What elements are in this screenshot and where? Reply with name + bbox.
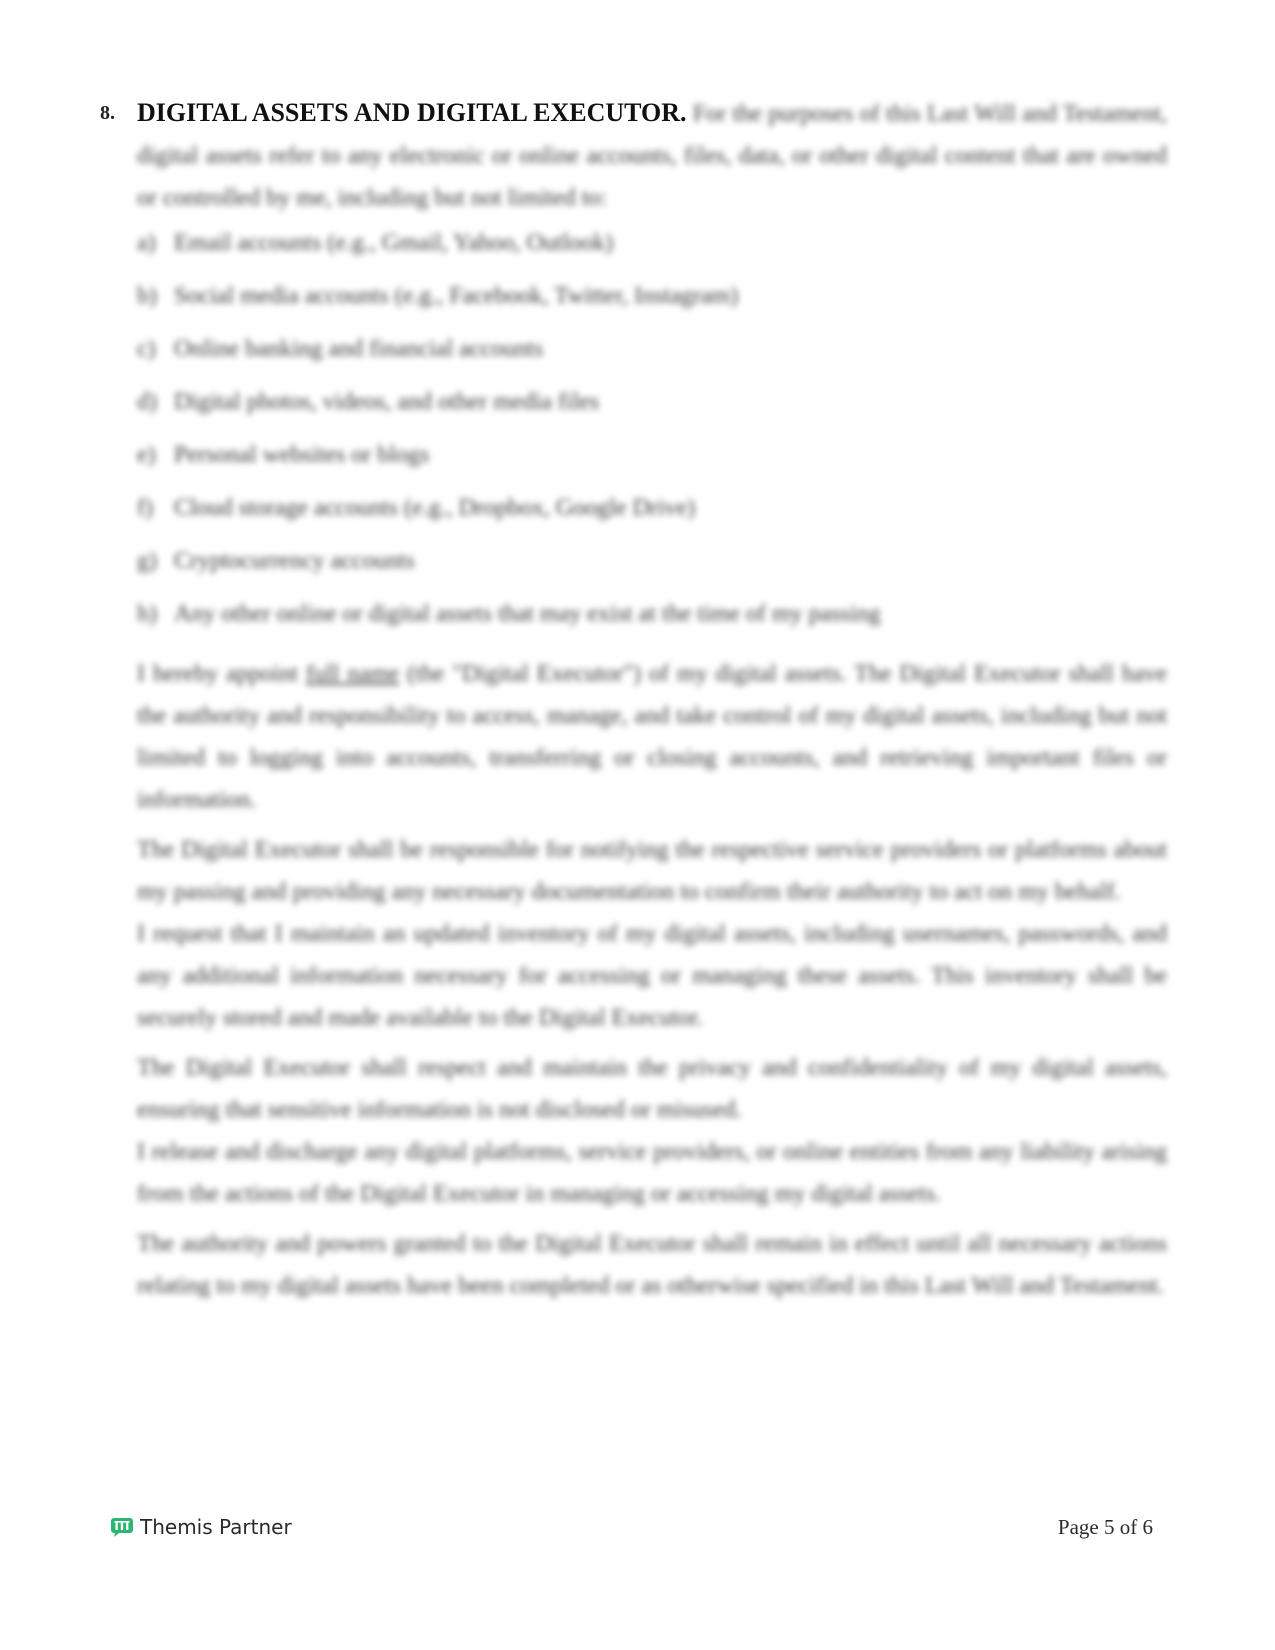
list-item: d) Digital photos, videos, and other media files: [137, 389, 600, 415]
section-intro-text: For the purposes of this Last Will and Testament, digital assets refer to any electronic or online accounts, files, data, or other digital content that are owned or controlled by me, including but not limited to:: [137, 101, 1167, 211]
notify-paragraph: The Digital Executor shall be responsible for notifying the respective service providers or platforms about my passing and providing any necessary documentation to confirm their authority to act on my behalf.: [137, 837, 1167, 905]
digital-assets-list: [137, 229, 1167, 653]
list-item: h) Any other online or digital assets that may exist at the time of my passing: [137, 601, 881, 627]
footer-brand: [110, 1515, 292, 1539]
executor-name-placeholder: full name: [306, 661, 400, 687]
brand-name: Themis Partner: [140, 1515, 292, 1539]
list-item: g) Cryptocurrency accounts: [137, 548, 415, 574]
release-paragraph: I release and discharge any digital platforms, service providers, or online entities from any liability arising from the actions of the Digital Executor in managing or accessing my digital assets.: [137, 1139, 1167, 1207]
list-item: e) Personal websites or blogs: [137, 442, 430, 468]
list-item: a) Email accounts (e.g., Gmail, Yahoo, Outlook): [137, 230, 614, 256]
privacy-paragraph: The Digital Executor shall respect and maintain the privacy and confidentiality of my digital assets, ensuring that sensitive information is not disclosed or misused.: [137, 1055, 1167, 1123]
authority-paragraph: The authority and powers granted to the Digital Executor shall remain in effect until all necessary actions relating to my digital assets have been completed or as otherwise specified in this Last Will and Testament.: [137, 1231, 1167, 1299]
section-content: [137, 92, 1167, 1307]
page-number: Page 5 of 6: [1057, 1515, 1153, 1539]
section-number: 8.: [100, 102, 115, 124]
list-item: f) Cloud storage accounts (e.g., Dropbox, Google Drive): [137, 495, 696, 521]
section-8: [100, 92, 1170, 1307]
section-intro: [137, 92, 1167, 219]
list-item: b) Social media accounts (e.g., Facebook, Twitter, Instagram): [137, 283, 739, 309]
inventory-paragraph: I request that I maintain an updated inventory of my digital assets, including usernames, passwords, and any additional information necessary for accessing or managing these assets. This inventory shall be securely stored and made available to the Digital Executor.: [137, 921, 1167, 1031]
themis-logo-icon: [110, 1516, 134, 1538]
list-item: c) Online banking and financial accounts: [137, 336, 544, 362]
section-heading: DIGITAL ASSETS AND DIGITAL EXECUTOR.: [137, 98, 687, 127]
appoint-paragraph: I hereby appoint full name (the "Digital Executor") of my digital assets. The Digital Executor shall have the authority and responsibility to access, manage, and take control of my digital assets, including but not limited to logging into accounts, transferring or closing accounts, and retrieving important files or information.: [137, 661, 1168, 813]
